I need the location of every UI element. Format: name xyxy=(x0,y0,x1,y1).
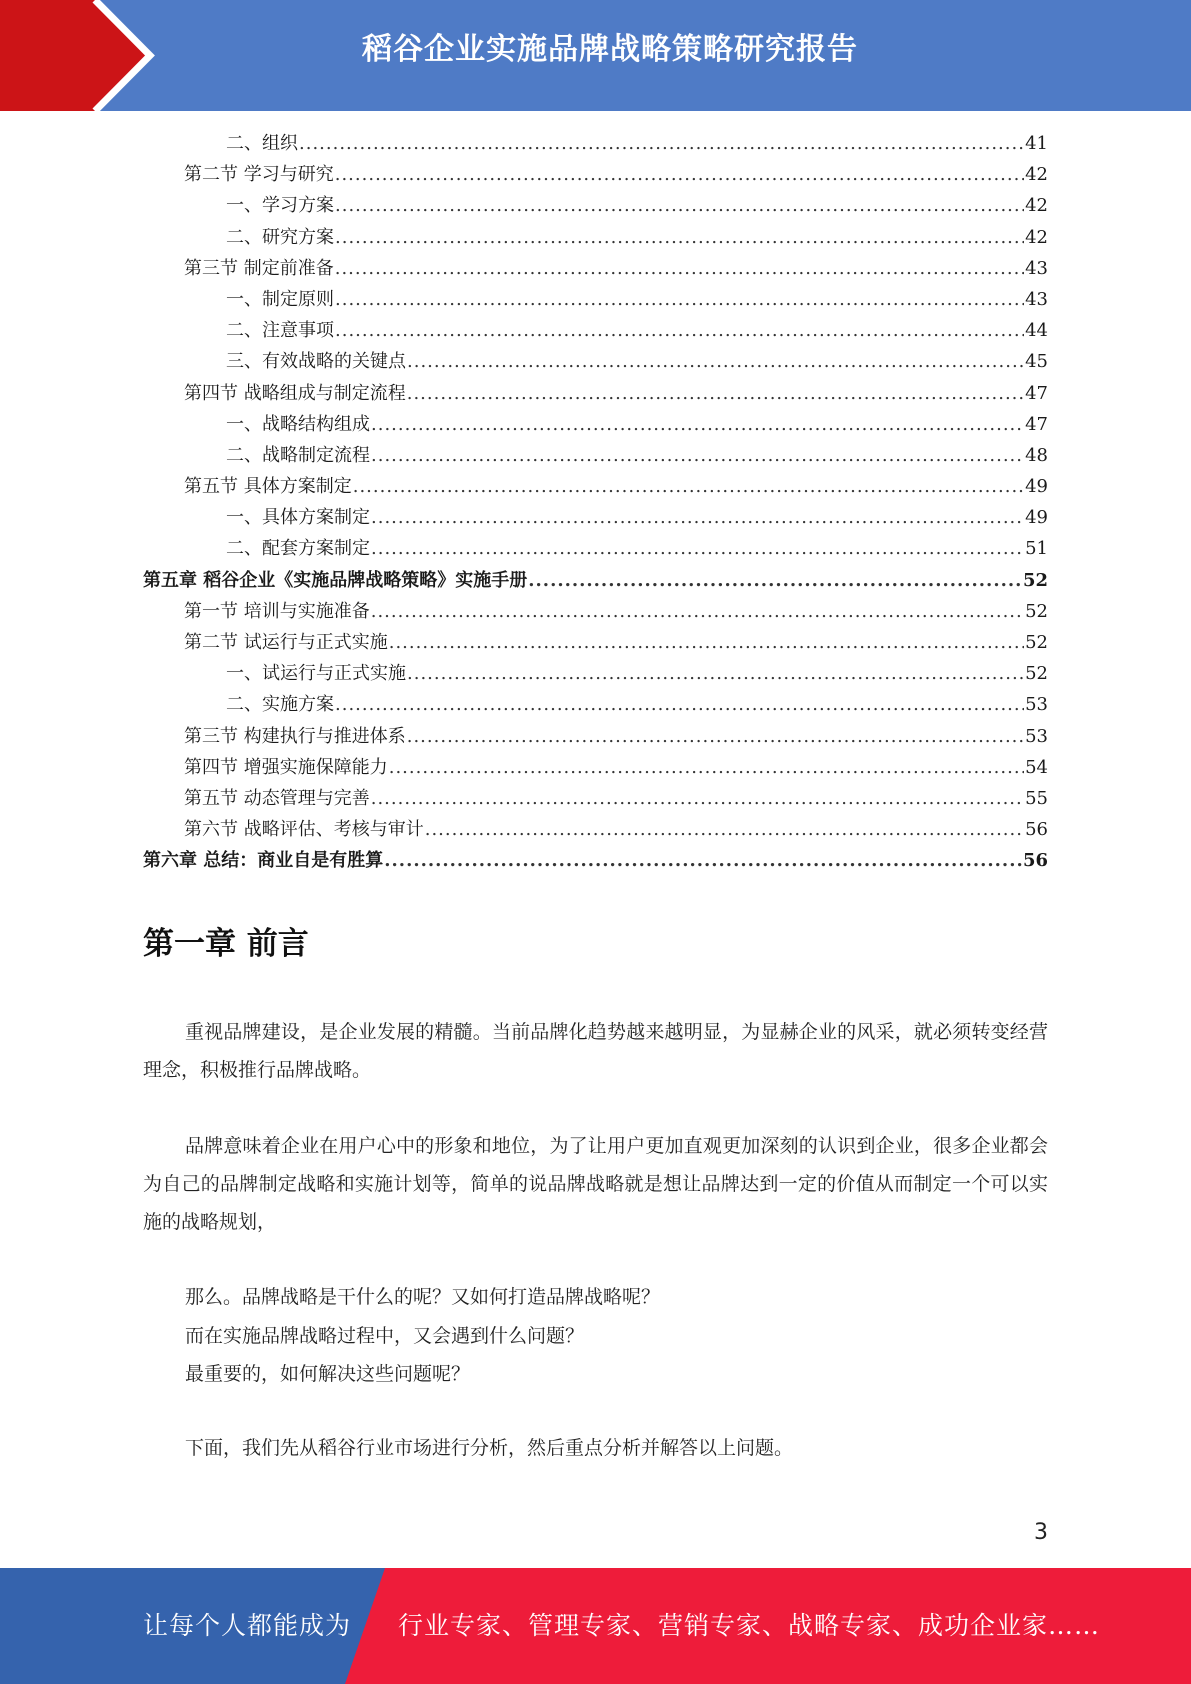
toc-entry[interactable] xyxy=(143,815,1048,846)
toc-entry[interactable] xyxy=(143,160,1048,191)
toc-entry-title: 二、战略制定流程 xyxy=(226,444,370,466)
toc-leader-dots xyxy=(371,414,1024,435)
toc-entry[interactable] xyxy=(143,566,1048,597)
toc-entry-title: 三、有效战略的关键点 xyxy=(226,351,406,373)
toc-entry-page: 47 xyxy=(1025,382,1048,404)
toc-entry-page: 53 xyxy=(1025,725,1048,747)
toc-entry-page: 43 xyxy=(1025,288,1048,310)
question-line-3: 最重要的，如何解决这些问题呢？ xyxy=(185,1363,471,1385)
toc-entry-page: 49 xyxy=(1025,507,1048,529)
toc-entry-title: 一、学习方案 xyxy=(226,195,334,217)
toc-entry-title: 二、注意事项 xyxy=(226,320,334,342)
toc-entry[interactable] xyxy=(143,628,1048,659)
paragraph-3: 下面，我们先从稻谷行业市场进行分析，然后重点分析并解答以上问题。 xyxy=(185,1437,794,1459)
toc-entry[interactable] xyxy=(143,753,1048,784)
toc-entry-page: 56 xyxy=(1022,850,1048,872)
toc-entry[interactable] xyxy=(143,347,1048,378)
page-header xyxy=(0,0,1191,111)
toc-entry[interactable] xyxy=(143,659,1048,690)
toc-entry-title: 第四节 增强实施保障能力 xyxy=(184,756,388,778)
toc-leader-dots xyxy=(371,788,1024,809)
toc-leader-dots xyxy=(335,227,1024,248)
toc-leader-dots xyxy=(407,383,1024,404)
footer-slogan-left: 让每个人都能成为 xyxy=(143,1611,352,1640)
toc-leader-dots xyxy=(389,632,1024,653)
toc-entry-page: 55 xyxy=(1025,787,1048,809)
toc-entry-title: 二、实施方案 xyxy=(226,694,334,716)
toc-entry[interactable] xyxy=(143,690,1048,721)
toc-entry-title: 第三节 构建执行与推进体系 xyxy=(184,725,406,747)
toc-entry-title: 二、研究方案 xyxy=(226,226,334,248)
toc-entry-title: 第五节 具体方案制定 xyxy=(184,476,352,498)
toc-entry-page: 42 xyxy=(1025,195,1048,217)
toc-leader-dots xyxy=(335,258,1024,279)
toc-leader-dots xyxy=(335,164,1024,185)
paragraph-2: 品牌意味着企业在用户心中的形象和地位，为了让用户更加直观更加深刻的认识到企业，很多企业都会为自己的品牌制定战略和实施计划等，简单的说品牌战略就是想让品牌达到一定的价值从而制定一个可以实施的战略规划， xyxy=(143,1135,1048,1233)
toc-entry-title: 一、制定原则 xyxy=(226,288,334,310)
toc-entry[interactable] xyxy=(143,410,1048,441)
toc-entry-title: 二、组织 xyxy=(226,133,298,154)
toc-entry-title: 第一节 培训与实施准备 xyxy=(184,600,370,622)
toc-entry[interactable] xyxy=(143,191,1048,222)
chapter-heading: 第一章 前言 xyxy=(143,926,309,962)
toc-leader-dots xyxy=(335,694,1024,715)
toc-entry[interactable] xyxy=(143,472,1048,503)
toc-leader-dots xyxy=(335,320,1024,341)
toc-entry-page: 42 xyxy=(1025,226,1048,248)
paragraph-1: 重视品牌建设，是企业发展的精髓。当前品牌化趋势越来越明显，为显赫企业的风采，就必须转变经营理念，积极推行品牌战略。 xyxy=(143,1021,1048,1081)
toc-leader-dots xyxy=(371,445,1024,466)
toc-leader-dots xyxy=(389,757,1024,778)
table-of-contents xyxy=(143,129,1048,878)
toc-entry-page: 41 xyxy=(1025,133,1048,154)
toc-entry-page: 52 xyxy=(1022,569,1048,591)
toc-entry-page: 44 xyxy=(1025,320,1048,342)
toc-entry-page: 53 xyxy=(1025,694,1048,716)
toc-entry-title: 第三节 制定前准备 xyxy=(184,257,334,279)
toc-entry-page: 52 xyxy=(1025,600,1048,622)
toc-entry-title: 第六章 总结：商业自是有胜算 xyxy=(143,850,384,872)
toc-entry-page: 54 xyxy=(1025,756,1048,778)
toc-entry-title: 第五节 动态管理与完善 xyxy=(184,787,370,809)
toc-entry[interactable] xyxy=(143,129,1048,160)
toc-leader-dots xyxy=(353,476,1024,497)
toc-entry-page: 52 xyxy=(1025,663,1048,685)
toc-entry-page: 42 xyxy=(1025,164,1048,186)
toc-entry-title: 一、试运行与正式实施 xyxy=(226,663,406,685)
toc-entry-page: 45 xyxy=(1025,351,1048,373)
toc-entry-page: 49 xyxy=(1025,476,1048,498)
question-line-2: 而在实施品牌战略过程中，又会遇到什么问题？ xyxy=(185,1325,585,1347)
toc-entry[interactable] xyxy=(143,285,1048,316)
toc-entry-page: 56 xyxy=(1025,819,1048,841)
toc-entry-page: 52 xyxy=(1025,632,1048,653)
toc-entry-title: 一、具体方案制定 xyxy=(226,507,370,529)
toc-leader-dots xyxy=(425,819,1024,840)
toc-entry-title: 二、配套方案制定 xyxy=(226,538,370,560)
toc-entry-title: 一、战略结构组成 xyxy=(226,413,370,435)
toc-leader-dots xyxy=(407,726,1024,747)
toc-leader-dots xyxy=(371,538,1024,559)
toc-leader-dots xyxy=(384,850,1022,871)
toc-entry-title: 第二节 学习与研究 xyxy=(184,164,334,186)
toc-entry[interactable] xyxy=(143,254,1048,285)
toc-entry[interactable] xyxy=(143,846,1048,877)
page-footer xyxy=(0,1568,1191,1684)
toc-entry-page: 51 xyxy=(1025,538,1048,560)
toc-entry-page: 48 xyxy=(1025,444,1048,466)
toc-entry[interactable] xyxy=(143,441,1048,472)
toc-entry[interactable] xyxy=(143,597,1048,628)
toc-entry[interactable] xyxy=(143,316,1048,347)
toc-entry-title: 第五章 稻谷企业《实施品牌战略策略》实施手册 xyxy=(143,569,528,591)
toc-entry[interactable] xyxy=(143,722,1048,753)
toc-leader-dots xyxy=(407,351,1024,372)
toc-entry-title: 第六节 战略评估、考核与审计 xyxy=(184,819,424,841)
toc-entry[interactable] xyxy=(143,223,1048,254)
toc-entry-page: 43 xyxy=(1025,257,1048,279)
toc-entry[interactable] xyxy=(143,503,1048,534)
footer-slogan-right: 行业专家、管理专家、营销专家、战略专家、成功企业家…… xyxy=(398,1611,1101,1640)
toc-entry-title: 第四节 战略组成与制定流程 xyxy=(184,382,406,404)
document-title: 稻谷企业实施品牌战略策略研究报告 xyxy=(362,32,858,67)
toc-entry-title: 第二节 试运行与正式实施 xyxy=(184,632,388,653)
toc-leader-dots xyxy=(335,289,1024,310)
toc-entry[interactable] xyxy=(143,784,1048,815)
toc-leader-dots xyxy=(299,133,1024,154)
toc-entry[interactable] xyxy=(143,534,1048,565)
toc-leader-dots xyxy=(528,570,1022,591)
question-line-1: 那么。品牌战略是干什么的呢？又如何打造品牌战略呢？ xyxy=(185,1286,661,1308)
toc-leader-dots xyxy=(335,195,1024,216)
toc-leader-dots xyxy=(407,663,1024,684)
toc-entry-page: 47 xyxy=(1025,413,1048,435)
toc-leader-dots xyxy=(371,601,1024,622)
page-number: 3 xyxy=(1034,1520,1048,1545)
header-arrow-decoration xyxy=(0,0,160,111)
toc-entry[interactable] xyxy=(143,379,1048,410)
toc-leader-dots xyxy=(371,507,1024,528)
